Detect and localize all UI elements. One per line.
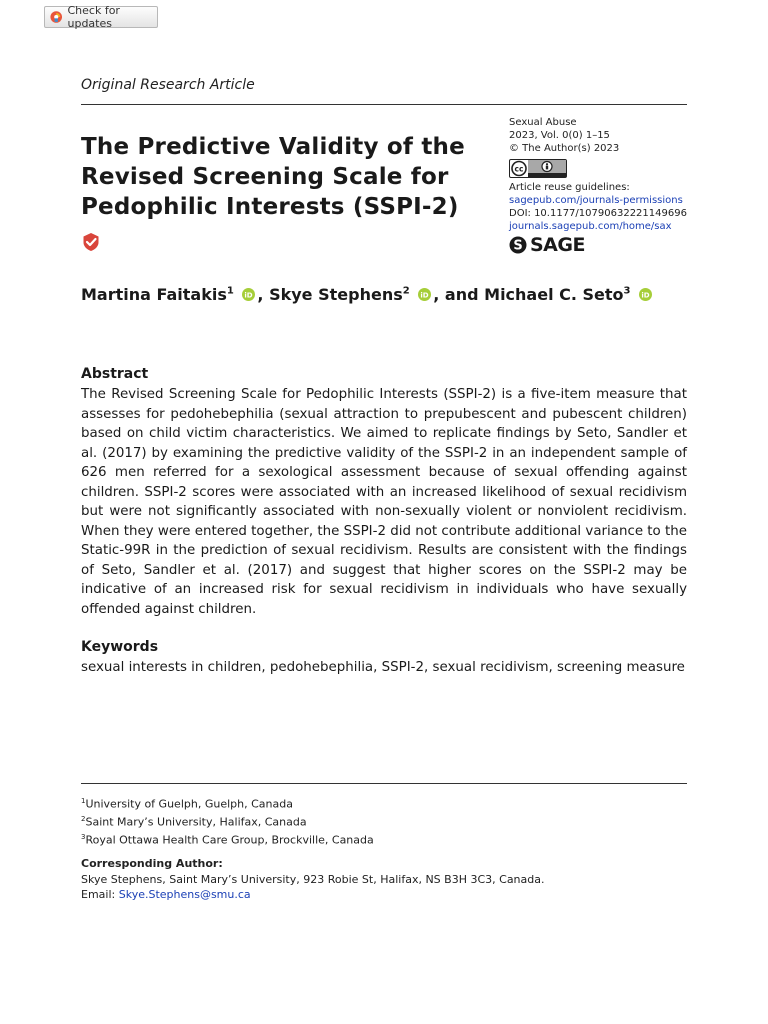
keywords-text: sexual interests in children, pedohebephilia, SSPI-2, sexual recidivism, screening measure <box>81 660 685 675</box>
journal-volume: 2023, Vol. 0(0) 1–15 <box>509 130 610 141</box>
reuse-guidelines-link[interactable]: sagepub.com/journals-permissions <box>509 195 683 206</box>
author-affiliation-marker: 3 <box>623 285 631 297</box>
journal-meta <box>509 116 699 254</box>
corresponding-author-email-line <box>81 887 545 903</box>
corresponding-author <box>81 856 545 903</box>
article-title <box>81 132 496 222</box>
author-affiliation-marker: 1 <box>226 285 234 297</box>
affiliation-text: Saint Mary’s University, Halifax, Canada <box>85 815 307 829</box>
corresponding-author-heading: Corresponding Author: <box>81 857 223 870</box>
author-name[interactable]: Skye Stephens <box>269 285 403 304</box>
header-divider <box>81 104 687 105</box>
sage-logo-icon <box>509 236 527 254</box>
abstract-heading: Abstract <box>81 366 149 382</box>
orcid-icon[interactable] <box>242 288 255 301</box>
affiliation-text: Royal Ottawa Health Care Group, Brockville, Canada <box>85 833 374 847</box>
corresponding-author-address: Skye Stephens, Saint Mary’s University, 923 Robie St, Halifax, NS B3H 3C3, Canada. <box>81 872 545 886</box>
author-separator: , and <box>433 285 485 304</box>
author-separator: , <box>257 285 270 304</box>
affiliation-item <box>81 794 374 812</box>
journal-homepage-link[interactable]: journals.sagepub.com/home/sax <box>509 221 672 232</box>
journal-name: Sexual Abuse <box>509 117 577 128</box>
orcid-icon[interactable] <box>639 288 652 301</box>
abstract-text: The Revised Screening Scale for Pedophilic Interests (SSPI-2) is a five-item measure that assesses for pedohebephilia (sexual attraction to prepubescent and pubescent children) based on child victim characteristics. We aimed to replicate findings by Seto, Sandler et al. (2017) by examining the predictive validity of the SSPI-2 in an independent sample of 626 men referred for a sexological assessment because of sexual offending against children. SSPI-2 scores were associated with an increased likelihood of sexual recidivism but were not significantly associated with non-sexually violent or nonviolent recidivism. When they were entered together, the SSPI-2 did not contribute additional variance to the Static-99R in the prediction of sexual recidivism. Results are consistent with the findings of Seto, Sandler et al. (2017) and suggest that higher scores on the SSPI-2 may be indicative of an increased risk for sexual recidivism in individuals who have sexually offended against children. <box>81 387 687 617</box>
email-link[interactable]: Skye.Stephens@smu.ca <box>118 888 251 901</box>
author-affiliation-marker: 2 <box>402 285 410 297</box>
cc-by-license-icon[interactable] <box>509 159 567 178</box>
reuse-guidelines-label: Article reuse guidelines: <box>509 182 630 193</box>
sage-logo <box>509 233 699 256</box>
svg-text:cc: cc <box>514 164 524 174</box>
affiliation-marker: 3 <box>81 833 86 842</box>
title-line-3: Pedophilic Interests (SSPI-2) <box>81 194 459 220</box>
orcid-icon[interactable] <box>418 288 431 301</box>
svg-text:iD: iD <box>641 291 650 300</box>
author-list <box>81 285 701 304</box>
verified-check-icon <box>81 232 101 252</box>
doi: DOI: 10.1177/10790632221149696 <box>509 208 687 219</box>
svg-text:iD: iD <box>244 291 254 300</box>
check-for-updates-button[interactable] <box>44 6 158 28</box>
title-line-2: Revised Screening Scale for <box>81 164 449 190</box>
article-type: Original Research Article <box>81 77 255 93</box>
copyright: © The Author(s) 2023 <box>509 143 620 154</box>
sage-wordmark: SAGE <box>530 233 585 256</box>
affiliation-text: University of Guelph, Guelph, Canada <box>85 797 293 811</box>
affiliation-item <box>81 812 374 830</box>
affiliation-marker: 2 <box>81 815 86 824</box>
author-name[interactable]: Michael C. Seto <box>484 285 624 304</box>
author-name[interactable]: Martina Faitakis <box>81 285 227 304</box>
check-for-updates-label: Check for updates <box>67 4 120 30</box>
affiliation-marker: 1 <box>81 797 86 805</box>
affiliation-item <box>81 830 374 848</box>
email-label: Email: <box>81 888 119 901</box>
keywords-heading: Keywords <box>81 639 159 655</box>
footnote-divider <box>81 783 687 784</box>
svg-text:S: S <box>513 238 523 254</box>
affiliations <box>81 794 374 848</box>
title-line-1: The Predictive Validity of the <box>81 134 465 160</box>
svg-text:iD: iD <box>420 291 429 300</box>
crossmark-icon <box>50 10 62 24</box>
